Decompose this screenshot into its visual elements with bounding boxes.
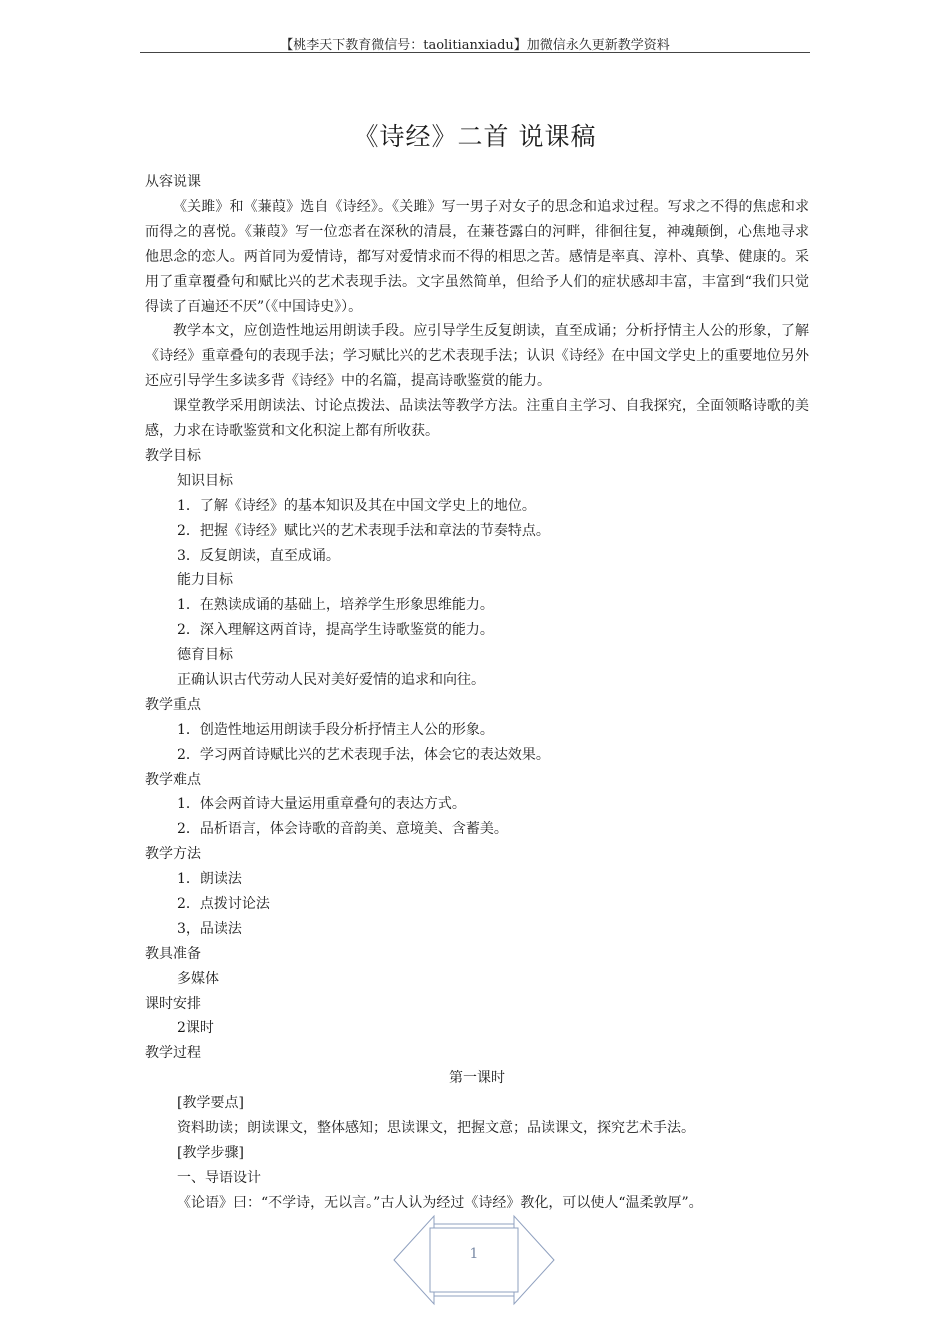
section-heading-hours: 课时安排 <box>145 995 201 1012</box>
ability-item: 2．深入理解这两首诗，提高学生诗歌鉴赏的能力。 <box>177 622 494 639</box>
ability-item: 1．在熟读成诵的基础上，培养学生形象思维能力。 <box>177 597 494 614</box>
points-label: [教学要点] <box>177 1095 244 1112</box>
document-title: 《诗经》二首 说课稿 <box>353 122 597 151</box>
subheading-moral: 德育目标 <box>177 647 233 664</box>
steps-label: [教学步骤] <box>177 1144 244 1161</box>
lesson-title: 第一课时 <box>449 1070 505 1087</box>
points-text: 资料助读；朗读课文，整体感知；思读课文，把握文意；品读课文，探究艺术手法。 <box>177 1120 695 1136</box>
knowledge-item: 1．了解《诗经》的基本知识及其在中国文学史上的地位。 <box>177 497 536 514</box>
section-heading-difficulty: 教学难点 <box>145 771 201 788</box>
page-number: 1 <box>469 1246 479 1262</box>
difficulty-item: 2．品析语言，体会诗歌的音韵美、意境美、含蓄美。 <box>177 821 508 838</box>
moral-text: 正确认识古代劳动人民对美好爱情的追求和向往。 <box>177 671 485 688</box>
method-item: 3，品读法 <box>177 920 242 937</box>
method-item: 2．点拨讨论法 <box>177 895 270 912</box>
section-heading-intro: 从容说课 <box>145 174 201 190</box>
intro-paragraph-1: 《关雎》和《蒹葭》选自《诗经》。《关雎》写一男子对女子的思念和追求过程。写求之不得的焦虑和求而得之的喜悦。《蒹葭》写一位恋者在深秋的清晨，在蒹苍露白的河畔，徘徊往复，神魂颠倒，心焦地寻求他思念的恋人。两首同为爱情诗，都写对爱情求而不得的相思之苦。感情是率真、淳朴、真挚、健康的。采用了重章覆叠句和赋比兴的艺术表现手法。文字虽然简单，但给予人们的症状感却丰富，丰富到“我们只觉得读了百遍还不厌”（《中国诗史》）。 <box>145 198 809 315</box>
step1-heading: 一、导语设计 <box>177 1169 261 1186</box>
step1-text: 《论语》曰：“不学诗，无以言。”古人认为经过《诗经》教化，可以使人“温柔敦厚”。 <box>177 1194 703 1211</box>
method-item: 1．朗读法 <box>177 871 242 888</box>
section-heading-method: 教学方法 <box>145 846 201 863</box>
section-heading-focus: 教学重点 <box>145 696 201 713</box>
page-header: 【桃李天下教育微信号：taolitianxiadu】加微信永久更新教学资料 <box>280 38 670 53</box>
intro-paragraph-3: 课堂教学采用朗读法、讨论点拨法、品读法等教学方法。注重自主学习、自我探究，全面领略诗歌的美感，力求在诗歌鉴赏和文化积淀上都有所收获。 <box>145 398 809 440</box>
section-heading-tools: 教具准备 <box>145 945 201 962</box>
section-heading-goals: 教学目标 <box>145 447 201 464</box>
document-body <box>145 170 809 1216</box>
knowledge-item: 2．把握《诗经》赋比兴的艺术表现手法和章法的节奏特点。 <box>177 522 550 539</box>
difficulty-item: 1．体会两首诗大量运用重章叠句的表达方式。 <box>177 796 466 813</box>
subheading-ability: 能力目标 <box>177 572 233 589</box>
section-heading-process: 教学过程 <box>145 1045 201 1062</box>
focus-item: 2．学习两首诗赋比兴的艺术表现手法，体会它的表达效果。 <box>177 746 550 763</box>
intro-paragraph-2: 教学本文，应创造性地运用朗读手段。应引导学生反复朗读，直至成诵；分析抒情主人公的形象，了解《诗经》重章叠句的表现手法；学习赋比兴的艺术表现手法；认识《诗经》在中国文学史上的重要地位另外还应引导学生多读多背《诗经》中的名篇，提高诗歌鉴赏的能力。 <box>145 323 809 390</box>
focus-item: 1．创造性地运用朗读手段分析抒情主人公的形象。 <box>177 721 494 738</box>
knowledge-item: 3．反复朗读，直至成诵。 <box>177 547 340 564</box>
subheading-knowledge: 知识目标 <box>177 472 233 489</box>
header-divider <box>140 52 810 53</box>
tools-text: 多媒体 <box>177 970 219 987</box>
hours-text: 2课时 <box>177 1020 214 1037</box>
